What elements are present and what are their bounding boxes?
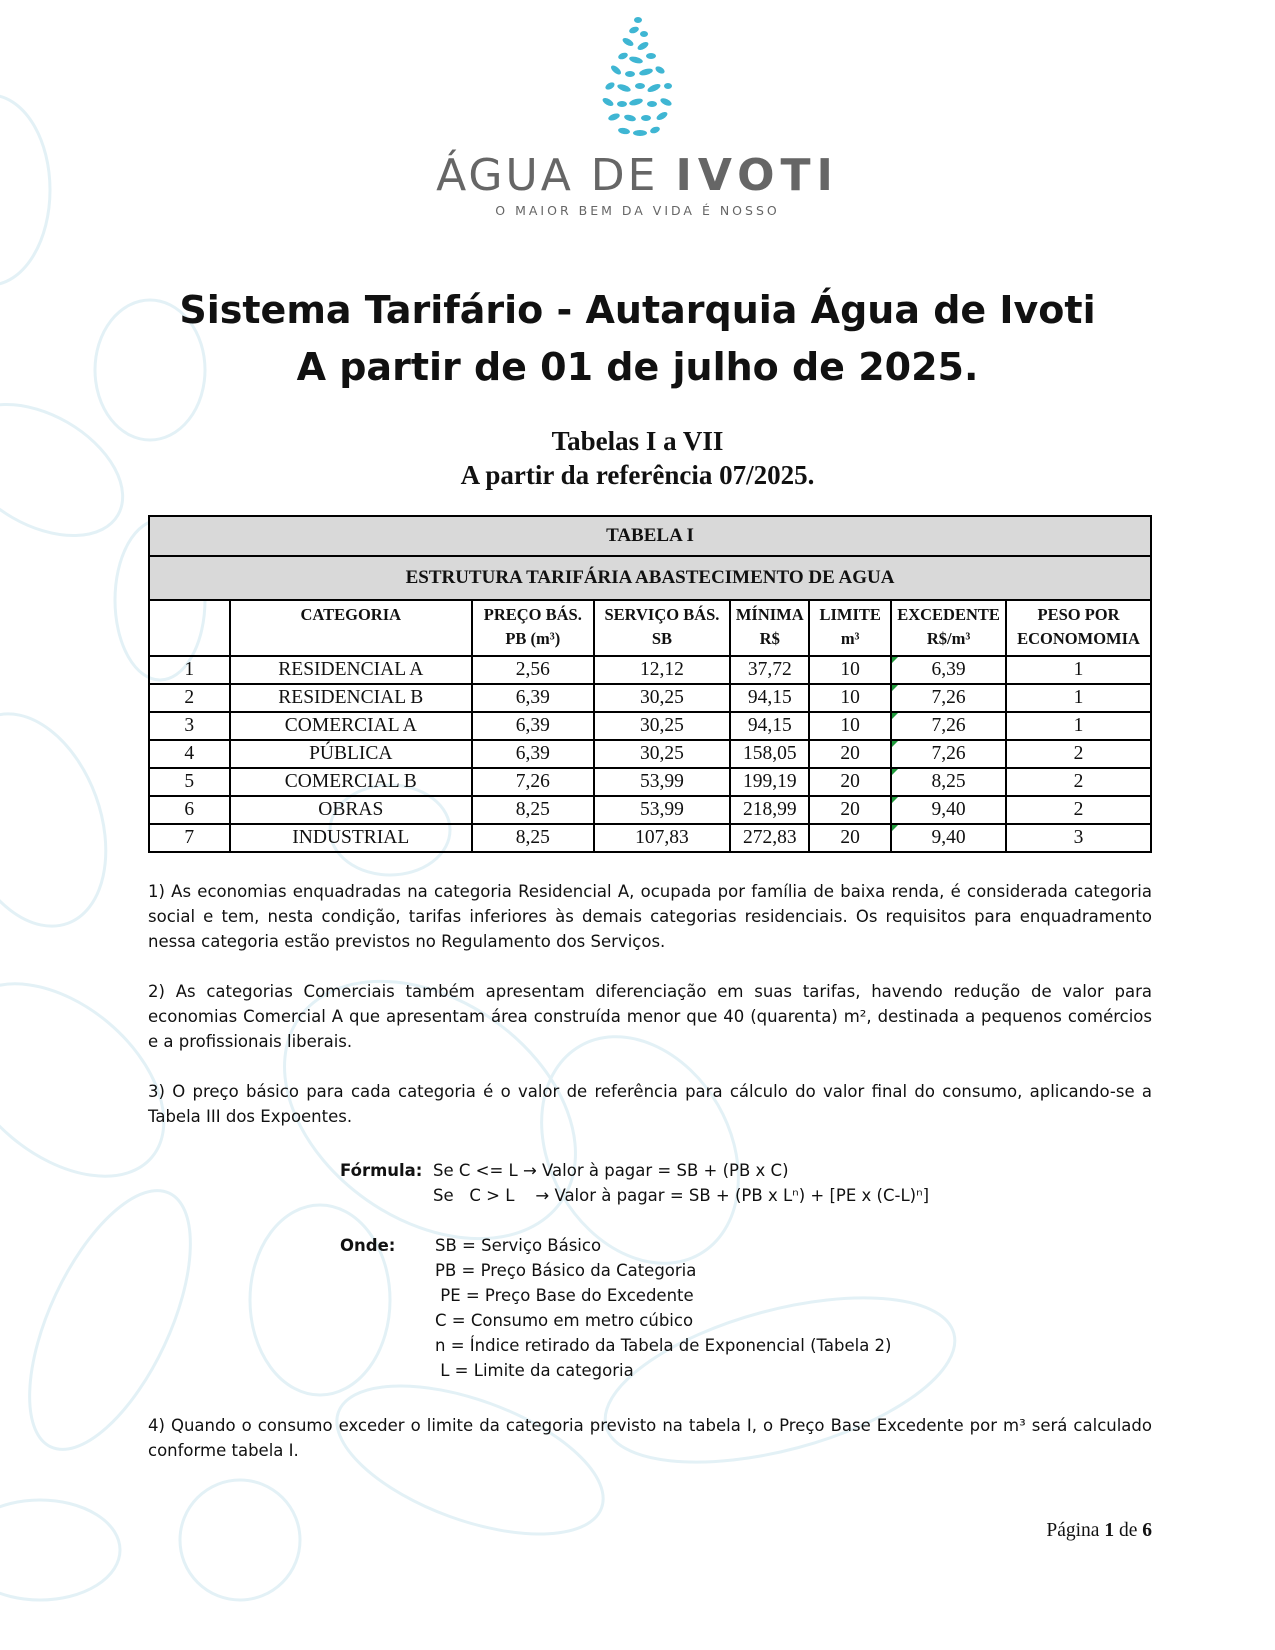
table-row xyxy=(149,656,1151,684)
table-cell: 20 xyxy=(809,796,891,824)
table-row xyxy=(149,796,1151,824)
table-cell: 3 xyxy=(1006,824,1151,852)
table-row xyxy=(149,740,1151,768)
table-cell: 218,99 xyxy=(730,796,809,824)
note-2: 2) As categorias Comerciais também apresentam diferenciação em suas tarifas, havendo redução de valor para economias Comercial A que apresentam área construída menor que 40 (quarenta) m², destinada a pequenos comércios e a profissionais liberais. xyxy=(148,982,1152,1051)
table-row xyxy=(149,712,1151,740)
page-title xyxy=(0,282,1275,396)
table-cell: COMERCIAL B xyxy=(230,768,472,796)
formula-line-1: Se C <= L → Valor à pagar = SB + (PB x C) xyxy=(433,1161,789,1180)
table-cell: 1 xyxy=(149,656,230,684)
table-cell: 9,40 xyxy=(891,796,1006,824)
table-row xyxy=(149,824,1151,852)
formula-label: Fórmula: xyxy=(340,1161,423,1180)
table-cell: 7,26 xyxy=(891,740,1006,768)
formula-line-2: Se C > L → Valor à pagar = SB + (PB x Lⁿ) + [PE x (C-L)ⁿ] xyxy=(433,1186,930,1205)
table-cell: 30,25 xyxy=(594,740,731,768)
table-cell: 10 xyxy=(809,712,891,740)
table-cell: 10 xyxy=(809,656,891,684)
table-cell: 2 xyxy=(1006,796,1151,824)
table-cell: RESIDENCIAL A xyxy=(230,656,472,684)
table-cell: 199,19 xyxy=(730,768,809,796)
table-cell: 7 xyxy=(149,824,230,852)
table-cell: 1 xyxy=(1006,712,1151,740)
table-cell: 10 xyxy=(809,684,891,712)
page-subtitle xyxy=(0,424,1275,492)
water-drop-icon xyxy=(588,14,688,144)
table-cell: 2 xyxy=(149,684,230,712)
table-header-cell xyxy=(230,600,472,656)
onde-list xyxy=(435,1233,1140,1383)
table-header-cell xyxy=(594,600,731,656)
table-cell: 7,26 xyxy=(891,684,1006,712)
table-cell: RESIDENCIAL B xyxy=(230,684,472,712)
title-line-2: A partir de 01 de julho de 2025. xyxy=(296,345,979,389)
table-header-cell xyxy=(472,600,594,656)
table-cell: 107,83 xyxy=(594,824,731,852)
table-cell: 6,39 xyxy=(472,740,594,768)
table-cell: 4 xyxy=(149,740,230,768)
header-line-1: PREÇO BÁS. xyxy=(483,605,582,624)
table-cell: 8,25 xyxy=(472,796,594,824)
logo-name-part1: ÁGUA DE xyxy=(436,150,659,201)
table-cell: COMERCIAL A xyxy=(230,712,472,740)
table-cell: 37,72 xyxy=(730,656,809,684)
note-4: 4) Quando o consumo exceder o limite da categoria previsto na tabela I, o Preço Base Excedente por m³ será calculado conforme tabela I. xyxy=(148,1416,1152,1460)
onde-item: SB = Serviço Básico xyxy=(435,1236,602,1255)
table-subtitle: ESTRUTURA TARIFÁRIA ABASTECIMENTO DE AGUA xyxy=(149,556,1151,600)
subtitle-line-1: Tabelas I a VII xyxy=(551,426,724,456)
table-cell: 53,99 xyxy=(594,768,731,796)
table-cell: 20 xyxy=(809,768,891,796)
table-cell: PÚBLICA xyxy=(230,740,472,768)
table-cell: 272,83 xyxy=(730,824,809,852)
header-line-1: LIMITE xyxy=(819,605,881,624)
table-cell: 1 xyxy=(1006,684,1151,712)
table-cell: 20 xyxy=(809,824,891,852)
table-cell: 158,05 xyxy=(730,740,809,768)
table-cell: 30,25 xyxy=(594,712,731,740)
table-cell: 30,25 xyxy=(594,684,731,712)
footer-page-num: 1 xyxy=(1104,1520,1115,1541)
note-3: 3) O preço básico para cada categoria é o valor de referência para cálculo do valor final do consumo, aplicando-se a Tabela III dos Expoentes. xyxy=(148,1082,1152,1126)
table-title: TABELA I xyxy=(149,516,1151,556)
table-cell: 2 xyxy=(1006,768,1151,796)
header-line-2: R$ xyxy=(759,629,780,648)
table-cell: 7,26 xyxy=(891,712,1006,740)
title-line-1: Sistema Tarifário - Autarquia Água de Ivoti xyxy=(179,288,1096,332)
onde-item: PB = Preço Básico da Categoria xyxy=(435,1261,697,1280)
table-cell: 8,25 xyxy=(472,824,594,852)
subtitle-line-2: A partir da referência 07/2025. xyxy=(460,460,815,490)
footer-page-word: Página xyxy=(1046,1520,1100,1541)
onde-item: L = Limite da categoria xyxy=(435,1361,634,1380)
table-cell: 94,15 xyxy=(730,684,809,712)
table-header-cell xyxy=(1006,600,1151,656)
table-header-cell xyxy=(149,600,230,656)
footer-page-total: 6 xyxy=(1142,1520,1152,1541)
table-cell: 20 xyxy=(809,740,891,768)
table-cell: 7,26 xyxy=(472,768,594,796)
table-cell: 2 xyxy=(1006,740,1151,768)
table-cell: 6 xyxy=(149,796,230,824)
table-cell: 9,40 xyxy=(891,824,1006,852)
table-header-cell xyxy=(891,600,1006,656)
logo-tagline: O MAIOR BEM DA VIDA É NOSSO xyxy=(495,203,780,218)
onde-item: C = Consumo em metro cúbico xyxy=(435,1311,694,1330)
header-line-2: SB xyxy=(651,629,673,648)
table-cell: 5 xyxy=(149,768,230,796)
table-header-row xyxy=(149,600,1151,656)
footer-of-word: de xyxy=(1118,1520,1138,1541)
header-line-1: MÍNIMA xyxy=(735,605,804,624)
logo-name-part2: IVOTI xyxy=(675,150,839,201)
table-cell: 3 xyxy=(149,712,230,740)
table-header-cell xyxy=(730,600,809,656)
note-1: 1) As economias enquadradas na categoria Residencial A, ocupada por família de baixa renda, é considerada categoria social e tem, nesta condição, tarifas inferiores às demais categorias residenciais. Os requisitos para enquadramento nessa categoria estão previstos no Regulamento dos Serviços. xyxy=(148,882,1152,951)
header-line-2: m³ xyxy=(840,629,860,648)
onde-item: PE = Preço Base do Excedente xyxy=(435,1286,694,1305)
table-cell: OBRAS xyxy=(230,796,472,824)
table-cell: 6,39 xyxy=(472,684,594,712)
logo-name xyxy=(0,150,1275,201)
tariff-table xyxy=(148,515,1152,853)
header-line-1: CATEGORIA xyxy=(300,605,402,624)
header-line-1: PESO POR xyxy=(1037,605,1120,624)
table-cell: 6,39 xyxy=(472,712,594,740)
header-line-1: EXCEDENTE xyxy=(897,605,1000,624)
table-row xyxy=(149,768,1151,796)
header-line-1: SERVIÇO BÁS. xyxy=(604,605,720,624)
table-cell: 2,56 xyxy=(472,656,594,684)
onde-item: n = Índice retirado da Tabela de Exponencial (Tabela 2) xyxy=(435,1336,892,1355)
page-footer xyxy=(1046,1520,1152,1542)
table-cell: 12,12 xyxy=(594,656,731,684)
header-line-2: PB (m³) xyxy=(505,629,561,648)
logo xyxy=(0,14,1275,218)
table-body xyxy=(149,656,1151,852)
notes xyxy=(148,879,1152,1154)
formula-block xyxy=(340,1158,1140,1383)
table-cell: INDUSTRIAL xyxy=(230,824,472,852)
onde-label: Onde: xyxy=(340,1236,396,1255)
table-row xyxy=(149,684,1151,712)
table-cell: 94,15 xyxy=(730,712,809,740)
header-line-2: ECONOMOMIA xyxy=(1017,629,1140,648)
table-cell: 6,39 xyxy=(891,656,1006,684)
table-cell: 1 xyxy=(1006,656,1151,684)
table-cell: 8,25 xyxy=(891,768,1006,796)
table-cell: 53,99 xyxy=(594,796,731,824)
header-line-2: R$/m³ xyxy=(926,629,971,648)
table-header-cell xyxy=(809,600,891,656)
